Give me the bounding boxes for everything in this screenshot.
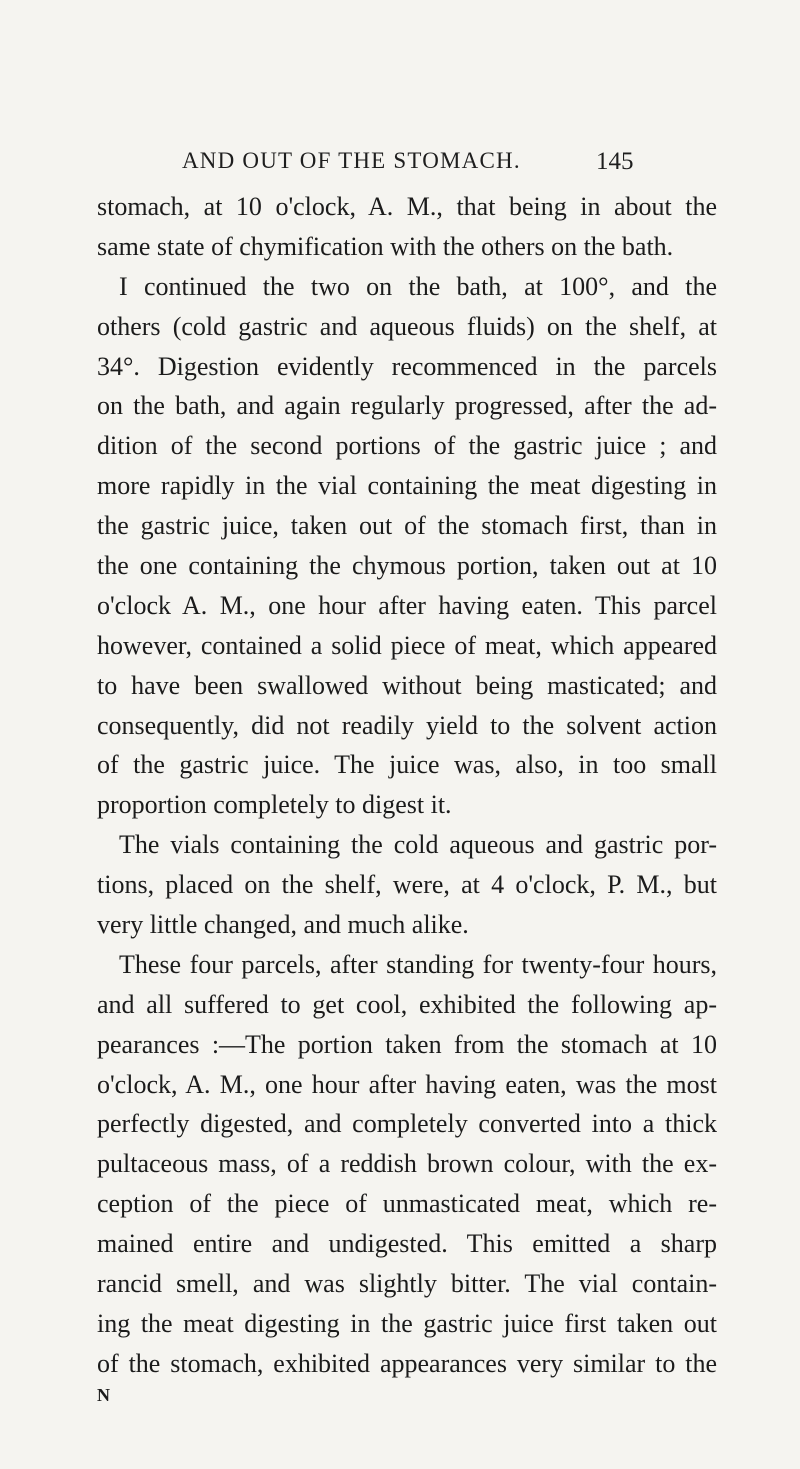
text-line: more rapidly in the vial containing the meat digesting in [97,471,717,501]
text-line: the one containing the chymous portion, taken out at 10 [97,551,717,581]
text-line: o'clock, A. M., one hour after having eaten, was the most [97,1069,717,1099]
text-line: I continued the two on the bath, at 100°, and the [119,271,717,301]
signature-mark: N [97,1385,110,1405]
text-line: 34°. Digestion evidently recommenced in the parcels [97,351,717,381]
text-line: dition of the second portions of the gastric juice ; and [97,431,717,461]
text-line: proportion completely to digest it. [97,790,452,820]
text-line: pultaceous mass, of a reddish brown colour, with the ex- [97,1149,717,1179]
text-line: very little changed, and much alike. [97,910,469,940]
text-line: consequently, did not readily yield to the solvent action [97,710,717,740]
text-line: rancid smell, and was slightly bitter. The vial contain- [97,1269,717,1299]
text-line: the gastric juice, taken out of the stomach first, than in [97,511,717,541]
text-line: stomach, at 10 o'clock, A. M., that being in about the [97,192,717,221]
page-number: 145 [596,148,634,175]
text-line: to have been swallowed without being masticated; and [97,670,717,700]
text-line: same state of chymification with the others on the bath. [97,231,674,261]
text-line: pearances :—The portion taken from the stomach at 10 [97,1029,717,1059]
text-line: The vials containing the cold aqueous and gastric por- [119,830,717,860]
text-line: on the bath, and again regularly progressed, after the ad- [97,391,717,421]
text-line: of the stomach, exhibited appearances very similar to the [97,1348,717,1378]
text-line: These four parcels, after standing for twenty-four hours, [119,949,717,979]
text-line: perfectly digested, and completely converted into a thick [97,1109,717,1139]
text-line: mained entire and undigested. This emitted a sharp [97,1229,717,1259]
text-line: tions, placed on the shelf, were, at 4 o'clock, P. M., but [97,870,717,900]
text-line: of the gastric juice. The juice was, also, in too small [97,750,717,780]
text-line: however, contained a solid piece of meat, which appeared [97,630,717,660]
text-line: o'clock A. M., one hour after having eaten. This parcel [97,590,717,620]
text-line: ing the meat digesting in the gastric juice first taken out [97,1308,717,1338]
text-line: others (cold gastric and aqueous fluids) on the shelf, at [97,311,717,341]
text-line: and all suffered to get cool, exhibited the following ap- [97,989,717,1019]
running-title: AND OUT OF THE STOMACH. [182,148,521,173]
text-line: ception of the piece of unmasticated meat, which re- [97,1189,717,1219]
body-text [97,187,717,1384]
